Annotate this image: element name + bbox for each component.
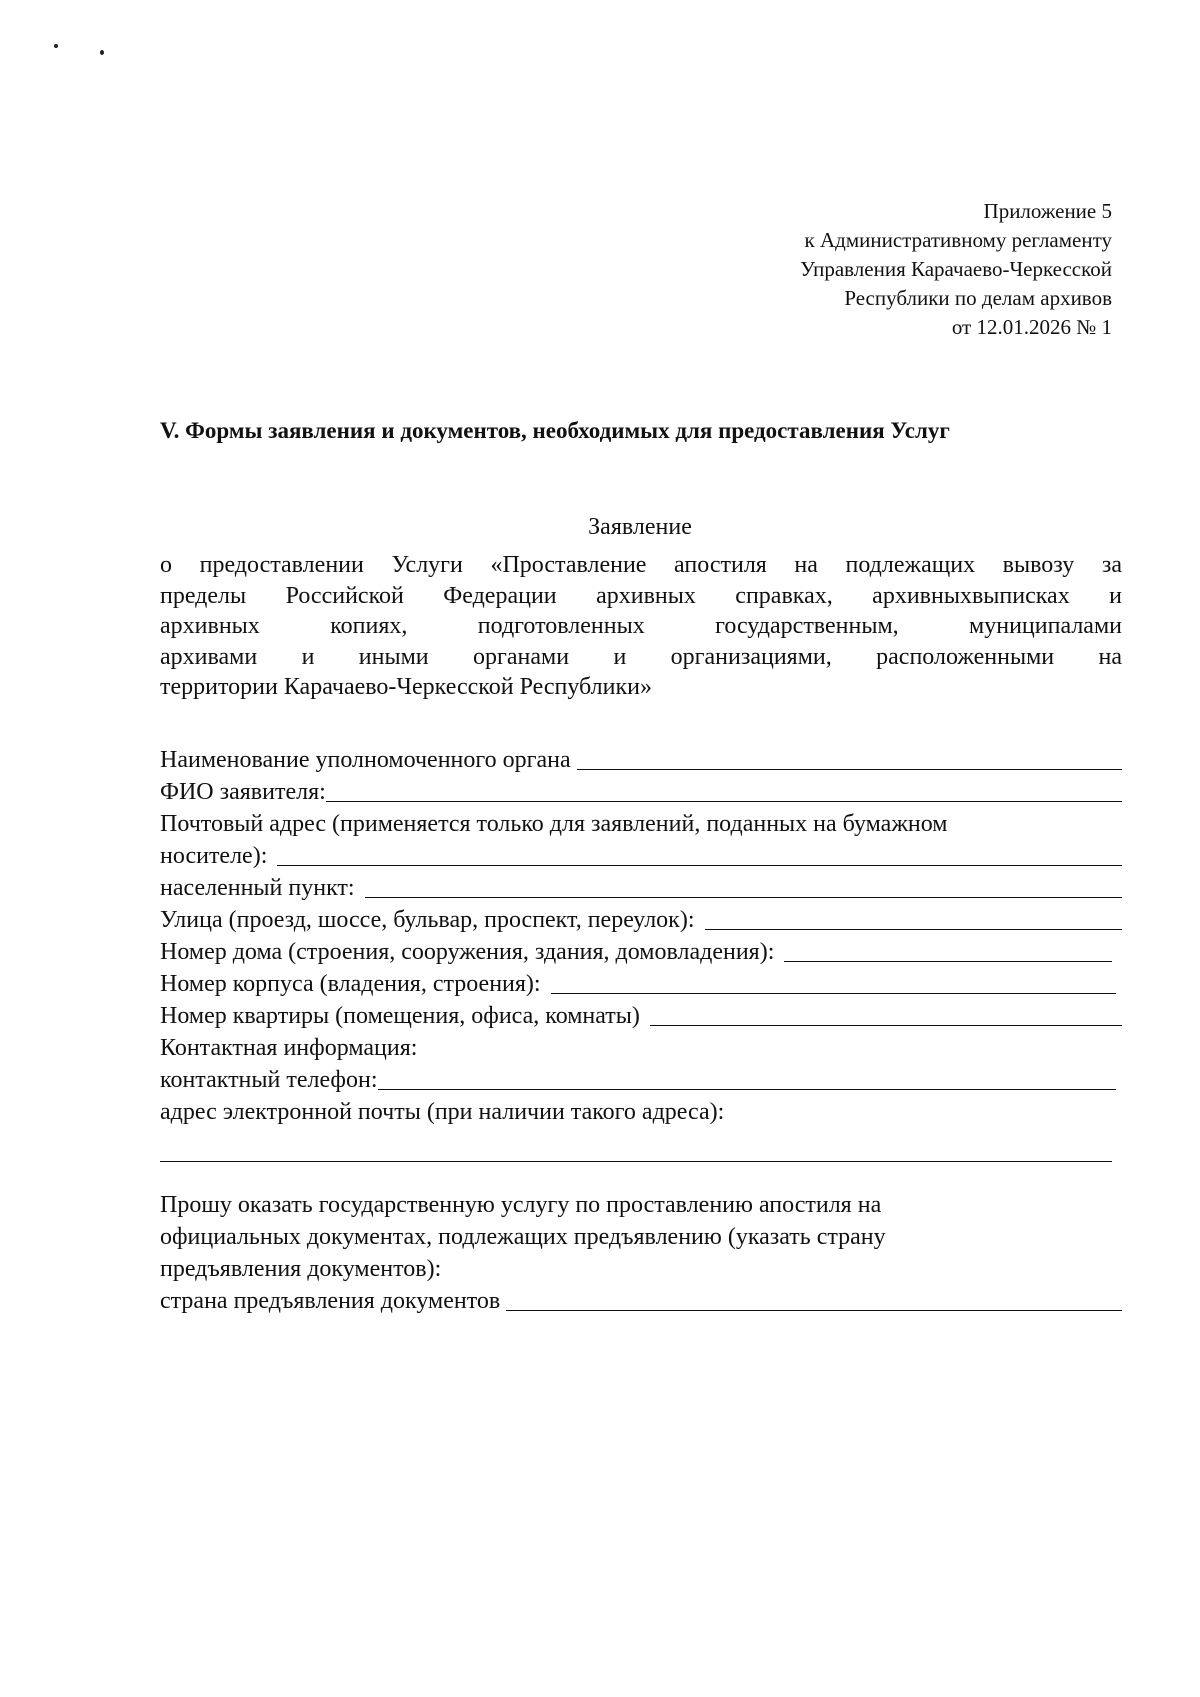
subject-line: архивных копиях, подготовленных государственным, муниципалами bbox=[160, 613, 1122, 639]
field-row-contact bbox=[160, 1032, 1122, 1064]
subject-line: территории Карачаево-Черкесской Республики» bbox=[160, 674, 652, 700]
appendix-line: от 12.01.2026 № 1 bbox=[951, 315, 1112, 339]
appendix-line: Управления Карачаево-Черкесской bbox=[800, 257, 1112, 281]
authority-label: Наименование уполномоченного органа bbox=[160, 747, 571, 773]
authority-blank-line[interactable] bbox=[577, 768, 1122, 770]
field-row-phone bbox=[160, 1064, 1122, 1096]
section-title: V. Формы заявления и документов, необходимых для предоставления Услуг bbox=[160, 418, 950, 443]
appendix-block bbox=[800, 197, 1112, 342]
applicant-name-blank-line[interactable] bbox=[326, 800, 1122, 802]
building-label: Номер корпуса (владения, строения): bbox=[160, 971, 541, 997]
application-title-text: Заявление bbox=[588, 514, 692, 540]
phone-blank-line[interactable] bbox=[378, 1088, 1117, 1090]
email-blank-line[interactable] bbox=[160, 1160, 1112, 1162]
field-row-email-line bbox=[160, 1128, 1122, 1168]
locality-blank-line[interactable] bbox=[365, 896, 1122, 898]
apartment-label: Номер квартиры (помещения, офиса, комнаты) bbox=[160, 1003, 640, 1029]
subject-line: о предоставлении Услуги «Проставление апостиля на подлежащих вывозу за bbox=[160, 552, 1122, 578]
application-subject bbox=[160, 550, 1122, 703]
house-blank-line[interactable] bbox=[784, 960, 1112, 962]
locality-label: населенный пункт: bbox=[160, 875, 355, 901]
field-row-authority bbox=[160, 744, 1122, 776]
applicant-name-label: ФИО заявителя: bbox=[160, 779, 326, 805]
street-blank-line[interactable] bbox=[705, 928, 1122, 930]
field-row-postal-1 bbox=[160, 808, 1122, 840]
request-line: Прошу оказать государственную услугу по проставлению апостиля на bbox=[160, 1192, 882, 1218]
field-row-locality bbox=[160, 872, 1122, 904]
application-title bbox=[0, 512, 1200, 542]
form-fields bbox=[160, 744, 1122, 1168]
phone-label: контактный телефон: bbox=[160, 1067, 378, 1093]
field-row-applicant bbox=[160, 776, 1122, 808]
email-label: адрес электронной почты (при наличии такого адреса): bbox=[160, 1099, 725, 1125]
scan-speck bbox=[54, 44, 58, 48]
postal-address-blank-line[interactable] bbox=[277, 864, 1122, 866]
subject-line: архивами и иными органами и организациями, расположенными на bbox=[160, 643, 1122, 670]
request-block bbox=[160, 1189, 1122, 1317]
field-row-email bbox=[160, 1096, 1122, 1128]
field-row-apartment bbox=[160, 1000, 1122, 1032]
apartment-blank-line[interactable] bbox=[650, 1024, 1122, 1026]
scan-speck bbox=[100, 50, 104, 55]
field-row-country bbox=[160, 1285, 1122, 1317]
request-line: предъявления документов): bbox=[160, 1256, 442, 1282]
field-row-street bbox=[160, 904, 1122, 936]
field-row-postal-2 bbox=[160, 840, 1122, 872]
building-blank-line[interactable] bbox=[551, 992, 1116, 994]
house-label: Номер дома (строения, сооружения, здания, домовладения): bbox=[160, 939, 775, 965]
field-row-building bbox=[160, 968, 1122, 1000]
street-label: Улица (проезд, шоссе, бульвар, проспект, переулок): bbox=[160, 907, 695, 933]
appendix-line: к Административному регламенту bbox=[804, 228, 1112, 252]
appendix-line: Республики по делам архивов bbox=[844, 286, 1112, 310]
postal-address-label-cont: носителе): bbox=[160, 843, 268, 869]
subject-line: пределы Российской Федерации архивных справках, архивныхвыписках и bbox=[160, 582, 1122, 609]
request-line: официальных документах, подлежащих предъявлению (указать страну bbox=[160, 1224, 886, 1250]
country-blank-line[interactable] bbox=[506, 1309, 1122, 1311]
contact-info-label: Контактная информация: bbox=[160, 1035, 418, 1061]
appendix-line: Приложение 5 bbox=[983, 199, 1112, 223]
country-label: страна предъявления документов bbox=[160, 1288, 501, 1314]
field-row-house bbox=[160, 936, 1122, 968]
postal-address-label: Почтовый адрес (применяется только для заявлений, поданных на бумажном bbox=[160, 811, 948, 837]
